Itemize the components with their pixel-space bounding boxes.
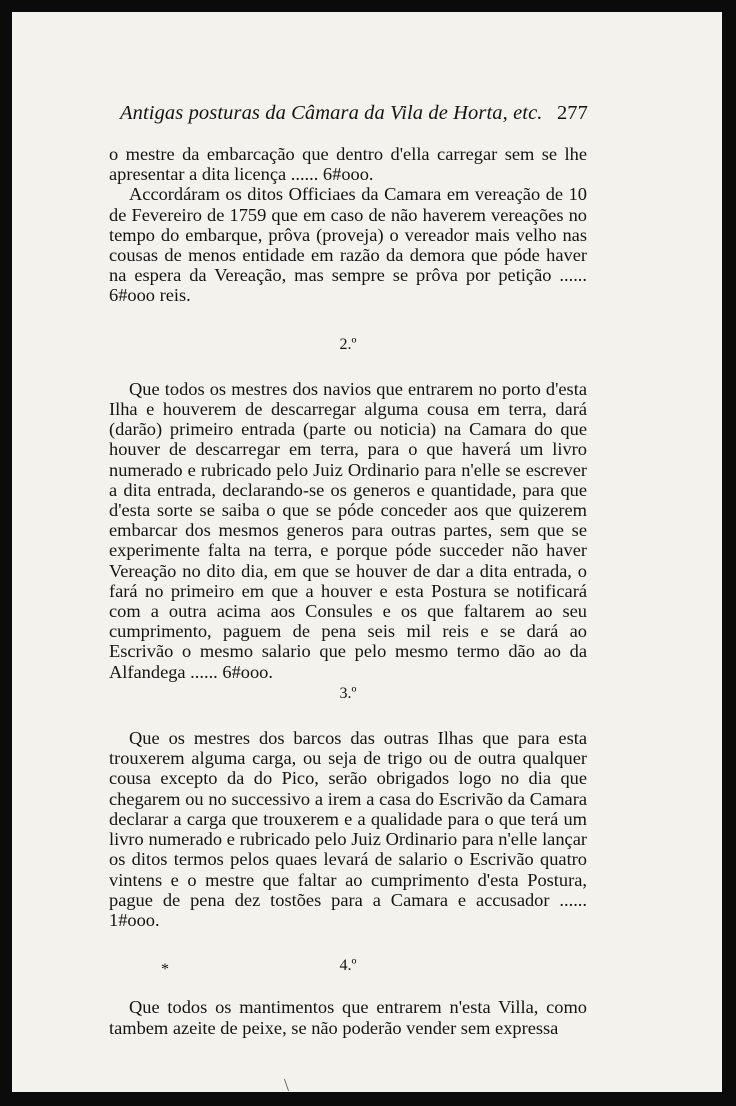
paragraph-section-3: Que os mestres dos barcos das outras Ilhas que para esta trouxerem alguma carga, ou seja de trigo ou de outra qualquer cousa excepto da do Pico, serão obrigados logo no dia que chegarem ou no successivo a irem a casa do Escrivão da Camara declarar a carga que trouxerem e a qualidade para o que terá um livro numerado e rubricado pelo Juiz Ordinario para n'elle lançar os ditos termos pelos quaes levará de salario o Escrivão quatro vintens e o mestre que faltar ao cumprimento d'esta Postura, pague de pena dez tostões para a Camara e accusador ...... 1#ooo.	[109, 728, 587, 930]
section-heading-4: 4.º	[339, 957, 357, 975]
section-heading-3: 3.º	[339, 684, 357, 702]
page-number: 277	[556, 102, 588, 124]
paragraph-section-4: Que todos os mantimentos que entrarem n'esta Villa, como tambem azeite de peixe, se não poderão vender sem expressa	[109, 997, 587, 1038]
running-title: Antigas posturas da Câmara da Vila de Horta, etc.	[120, 102, 543, 124]
text-column	[109, 144, 587, 1038]
footnote-asterisk: *	[161, 961, 169, 978]
paragraph-section-2: Que todos os mestres dos navios que entrarem no porto d'esta Ilha e houverem de descarregar alguma cousa em terra, dará (darão) primeiro entrada (parte ou noticia) na Camara do que houver de descarregar em terra, para o que haverá um livro numerado e rubricado pelo Juiz Ordinario para n'elle se escrever a dita entrada, declarando-se os generos e quantidade, para que d'esta sorte se saiba o que se póde conceder aos que quizerem embarcar dos mesmos generos para outras partes, sem que se experimente falta na terra, e porque póde succeder não haver Vereação no dito dia, em que se houver de dar a dita entrada, o fará no primeiro em que a houver e esta Postura se notificará com a outra acima aos Consules e os que faltarem ao seu cumprimento, paguem de pena seis mil reis e se dará ao Escrivão o mesmo salario que pelo mesmo termo dão ao da Alfandega ...... 6#ooo.	[109, 378, 587, 682]
running-header	[120, 100, 588, 126]
book-page	[12, 12, 722, 1095]
paragraph-accordaram: Accordáram os ditos Officiaes da Camara em vereação de 10 de Fevereiro de 1759 que em caso de não haverem vereações no tempo do embarque, prôva (proveja) o vereador mais velho nas cousas de menos entidade em razão da demora que póde haver na espera da Vereação, mas sempre se prôva por petição ...... 6#ooo reis.	[109, 184, 587, 306]
stray-ink-mark: \	[284, 1075, 290, 1095]
paragraph-continuation: o mestre da embarcação que dentro d'ella carregar sem se lhe apresentar a dita licença ...... 6#ooo.	[109, 144, 587, 185]
section-heading-2: 2.º	[339, 335, 357, 353]
